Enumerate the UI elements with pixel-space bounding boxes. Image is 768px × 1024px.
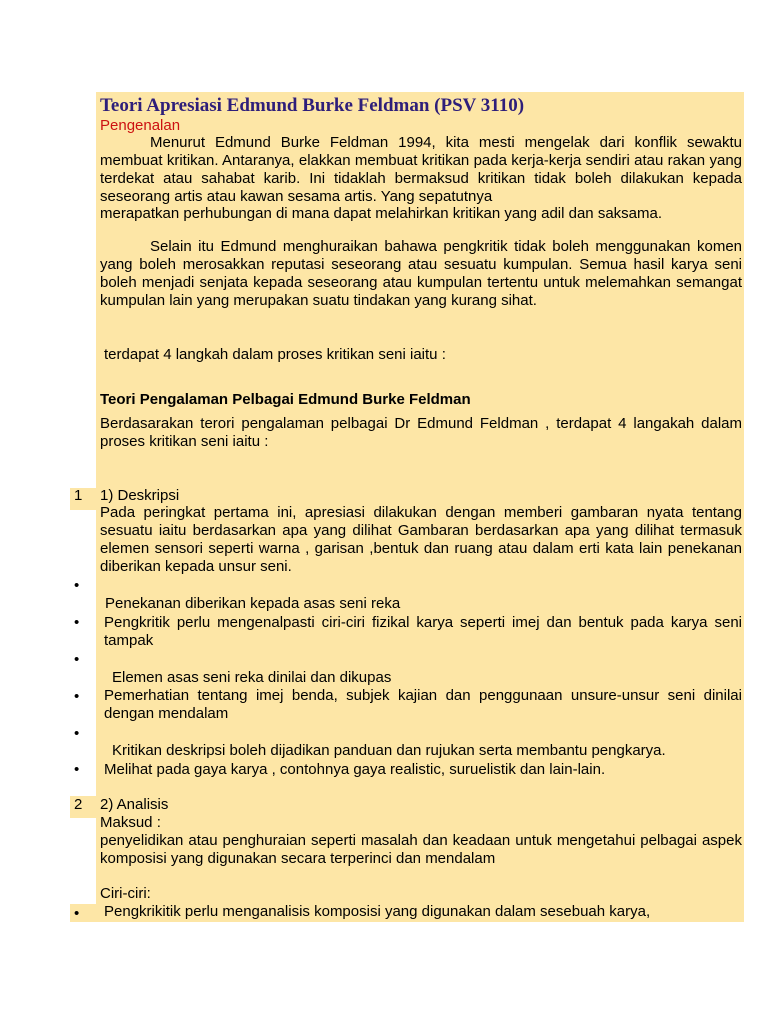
bullet-icon: •: [74, 688, 80, 705]
list-item: Pengkrikitik perlu menganalisis komposisi yang digunakan dalam sesebuah karya,: [104, 903, 651, 920]
list-item: Melihat pada gaya karya , contohnya gaya realistic, suruelistik dan lain-lain.: [104, 761, 606, 778]
bullet-icon: •: [74, 725, 80, 742]
paragraph-line: terdapat 4 langkah dalam proses kritikan seni iaitu :: [104, 346, 446, 363]
list-item: Pemerhatian tentang imej benda, subjek kajian dan penggunaan unsure-unsur seni dinilai dengan mendalam: [104, 687, 742, 722]
bullet-icon: •: [74, 577, 80, 594]
section-heading: 1) Deskripsi: [100, 487, 180, 504]
paragraph: penyelidikan atau penghuraian seperti masalah dan keadaan untuk mengetahui pelbagai aspek komposisi yang digunakan secara terperinci dan mendalam: [100, 832, 742, 867]
paragraph-line: Ciri-ciri:: [100, 885, 151, 902]
list-item: Kritikan deskripsi boleh dijadikan panduan dan rujukan serta membantu pengkarya.: [112, 742, 666, 759]
document-title: Teori Apresiasi Edmund Burke Feldman (PSV 3110): [100, 95, 525, 116]
list-item: Pengkritik perlu mengenalpasti ciri-ciri fizikal karya seperti imej dan bentuk pada karya seni tampak: [104, 614, 742, 649]
list-item: Elemen asas seni reka dinilai dan dikupas: [112, 669, 392, 686]
paragraph-line: merapatkan perhubungan di mana dapat melahirkan kritikan yang adil dan saksama.: [100, 205, 663, 222]
section-heading: Teori Pengalaman Pelbagai Edmund Burke Feldman: [100, 391, 471, 408]
bullet-icon: •: [74, 905, 80, 922]
highlight-block: [70, 796, 744, 818]
section-heading: 2) Analisis: [100, 796, 169, 813]
paragraph-line: Maksud :: [100, 814, 161, 831]
bullet-icon: •: [74, 651, 80, 668]
section-number: 2: [74, 796, 83, 813]
list-item: Penekanan diberikan kepada asas seni reka: [105, 595, 401, 612]
section-number: 1: [74, 487, 83, 504]
paragraph: Menurut Edmund Burke Feldman 1994, kita mesti mengelak dari konflik sewaktu membuat kritikan. Antaranya, elakkan membuat kritikan pada kerja-kerja sendiri atau rakan yang terdekat atau sahabat karib. Ini tidaklah bermaksud kritikan tidak boleh dilakukan kepada seseorang artis atau kawan sesama artis. Yang sepatutnya: [100, 134, 742, 205]
bullet-icon: •: [74, 761, 80, 778]
bullet-icon: •: [74, 614, 80, 631]
section-heading: Pengenalan: [100, 117, 181, 134]
paragraph: Selain itu Edmund menghuraikan bahawa pengkritik tidak boleh menggunakan komen yang boleh merosakkan reputasi seseorang atau sesuatu kumpulan. Semua hasil karya seni boleh menjadi senjata kepada seseorang atau kumpulan tertentu untuk melemahkan semangat kumpulan lain yang merupakan suatu tindakan yang kurang sihat.: [100, 238, 742, 309]
paragraph: Berdasarakan terori pengalaman pelbagai Dr Edmund Feldman , terdapat 4 langakah dalam proses kritikan seni iaitu :: [100, 415, 742, 450]
paragraph: Pada peringkat pertama ini, apresiasi dilakukan dengan memberi gambaran nyata tentang sesuatu iaitu berdasarkan apa yang dilihat Gambaran berdasarkan apa yang dilihat termasuk elemen sensori seperti warna , garisan ,bentuk dan ruang atau dalam erti kata lain penekanan diberikan kepada unsur seni.: [100, 504, 742, 575]
